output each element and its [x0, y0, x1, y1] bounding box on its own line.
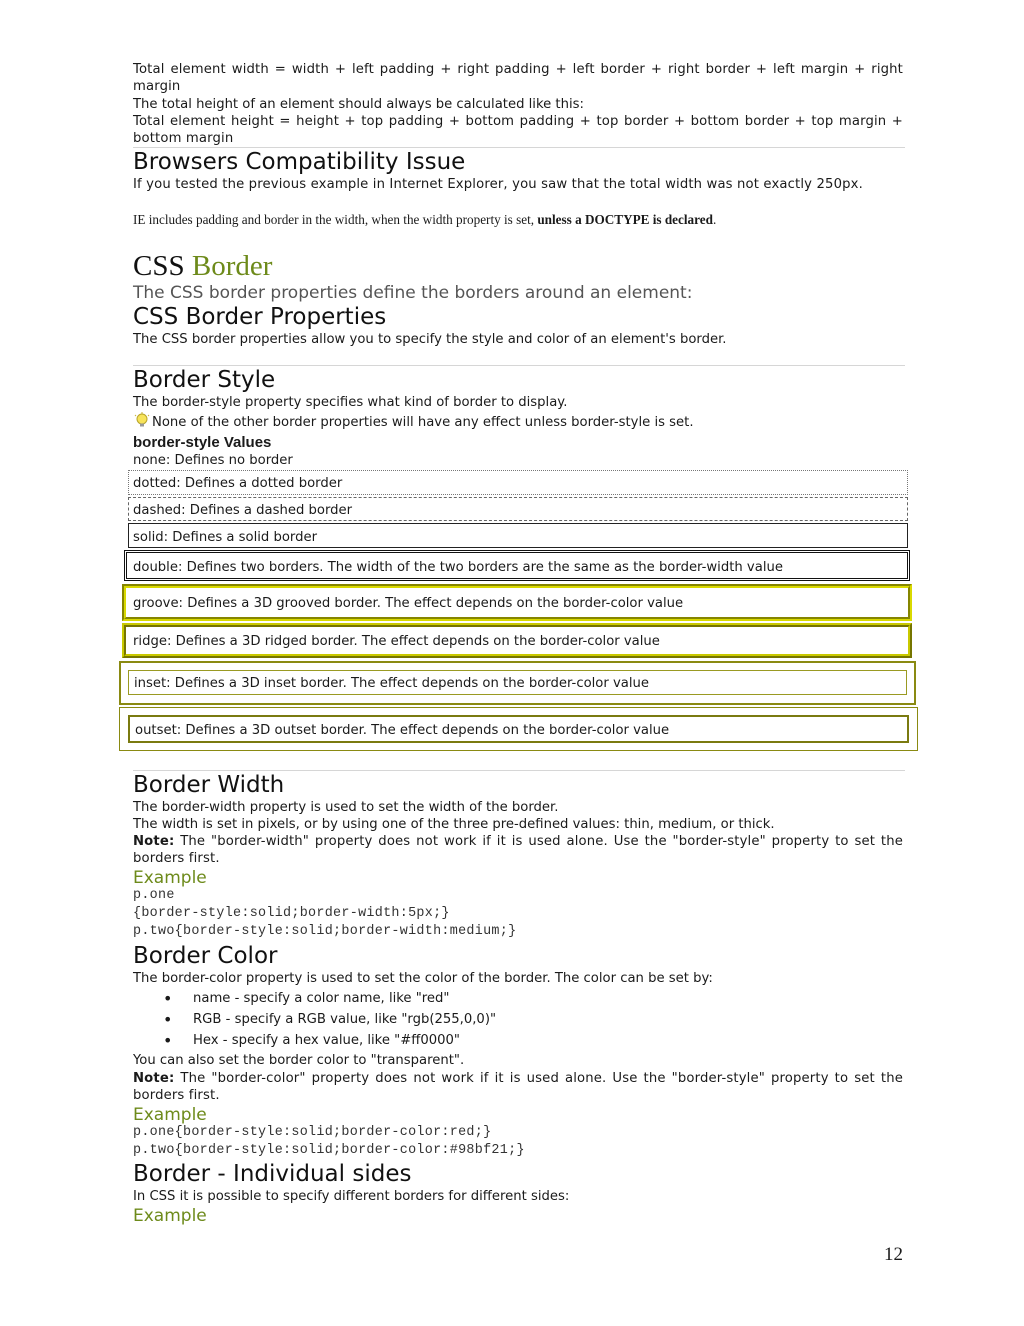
border-color-code-1: p.one{border-style:solid;border-color:red;} — [133, 1125, 492, 1140]
border-color-example-label: Example — [133, 1105, 207, 1125]
border-width-line2: The width is set in pixels, or by using one of the three pre-defined values: thin, medium, or thick. — [133, 817, 775, 832]
border-color-code-2: p.two{border-style:solid;border-color:#98bf21;} — [133, 1143, 525, 1158]
transparent-text: You can also set the border color to "transparent". — [133, 1053, 465, 1068]
bullet-icon: • — [163, 1031, 173, 1050]
border-width-heading: Border Width — [133, 772, 285, 798]
note-text: The "border-width" property does not work if it is used alone. Use the "border-style" property to set the borders first. — [133, 834, 903, 867]
border-color-paragraph: The border-color property is used to set the color of the border. The color can be set by: — [133, 971, 713, 986]
list-item-text: Hex - specify a hex value, like "#ff0000" — [193, 1033, 460, 1048]
total-height-intro: The total height of an element should always be calculated like this: — [133, 96, 584, 112]
css-border-title-border: Border — [191, 250, 273, 282]
css-border-properties-text: The CSS border properties allow you to specify the style and color of an element's border. — [133, 332, 727, 347]
list-item-text: name - specify a color name, like "red" — [193, 991, 450, 1006]
ie-note-end: . — [712, 212, 717, 227]
border-color-list — [133, 988, 496, 1051]
bullet-icon: • — [163, 1010, 173, 1029]
border-width-note — [133, 833, 903, 868]
note-text: The "border-color" property does not work if it is used alone. Use the "border-style" property to set the borders first. — [133, 1071, 903, 1104]
border-color-note — [133, 1070, 903, 1105]
border-style-values-heading: border-style Values — [133, 434, 272, 451]
border-width-example-label: Example — [133, 868, 207, 888]
ie-note — [133, 211, 716, 228]
border-style-heading: Border Style — [133, 367, 276, 393]
ie-note-text: IE includes padding and border in the width, when the width property is set, — [133, 212, 535, 227]
border-width-line1: The border-width property is used to set the width of the border. — [133, 800, 559, 815]
css-border-intro: The CSS border properties define the borders around an element: — [133, 283, 693, 303]
border-width-code-2: {border-style:solid;border-width:5px;} — [133, 906, 450, 921]
lightbulb-icon — [133, 412, 151, 430]
ie-note-bold: unless a DOCTYPE is declared — [537, 212, 713, 227]
style-outset-box: outset: Defines a 3D outset border. The effect depends on the border-color value — [128, 715, 909, 743]
list-item-text: RGB - specify a RGB value, like "rgb(255,0,0)" — [193, 1012, 497, 1027]
css-border-title-css: CSS — [133, 250, 185, 282]
box-model-width-formula — [133, 61, 903, 147]
note-label: Note: — [133, 1071, 175, 1086]
list-item — [133, 988, 496, 1009]
style-solid-box: solid: Defines a solid border — [128, 523, 908, 548]
style-dashed-box: dashed: Defines a dashed border — [128, 497, 908, 521]
style-dotted-box: dotted: Defines a dotted border — [128, 470, 908, 495]
individual-sides-example-label: Example — [133, 1206, 207, 1226]
style-double-box: double: Defines two borders. The width of the two borders are the same as the border-width value — [124, 550, 910, 581]
style-none: none: Defines no border — [133, 453, 293, 468]
border-width-code-1: p.one — [133, 888, 175, 903]
border-width-code-3: p.two{border-style:solid;border-width:medium;} — [133, 924, 517, 939]
bullet-icon: • — [163, 989, 173, 1008]
tip-text: None of the other border properties will have any effect unless border-style is set. — [152, 415, 694, 430]
list-item — [133, 1009, 496, 1030]
browsers-paragraph: If you tested the previous example in Internet Explorer, you saw that the total width was not exactly 250px. — [133, 177, 863, 192]
border-style-paragraph: The border-style property specifies what kind of border to display. — [133, 395, 568, 410]
css-border-properties-heading: CSS Border Properties — [133, 304, 387, 330]
style-groove-box: groove: Defines a 3D grooved border. The effect depends on the border-color value — [122, 584, 912, 621]
style-outset-outer — [119, 707, 918, 751]
individual-sides-paragraph: In CSS it is possible to specify different borders for different sides: — [133, 1189, 570, 1204]
border-style-tip — [133, 412, 694, 431]
total-width-text: Total element width = width + left padding + right padding + left border + right border + left margin + right margin — [133, 62, 903, 95]
individual-sides-heading: Border - Individual sides — [133, 1161, 412, 1187]
border-color-heading: Border Color — [133, 943, 278, 969]
total-height-text: Total element height = height + top padding + bottom padding + top border + bottom border + top margin + bottom margin — [133, 113, 903, 147]
list-item — [133, 1030, 496, 1051]
style-ridge-box: ridge: Defines a 3D ridged border. The effect depends on the border-color value — [122, 623, 912, 658]
style-inset-outer — [119, 661, 916, 705]
browsers-heading: Browsers Compatibility Issue — [133, 149, 466, 175]
note-label: Note: — [133, 834, 175, 849]
css-border-title — [133, 249, 272, 283]
page-number: 12 — [884, 1244, 903, 1265]
style-inset-box: inset: Defines a 3D inset border. The effect depends on the border-color value — [128, 670, 907, 695]
